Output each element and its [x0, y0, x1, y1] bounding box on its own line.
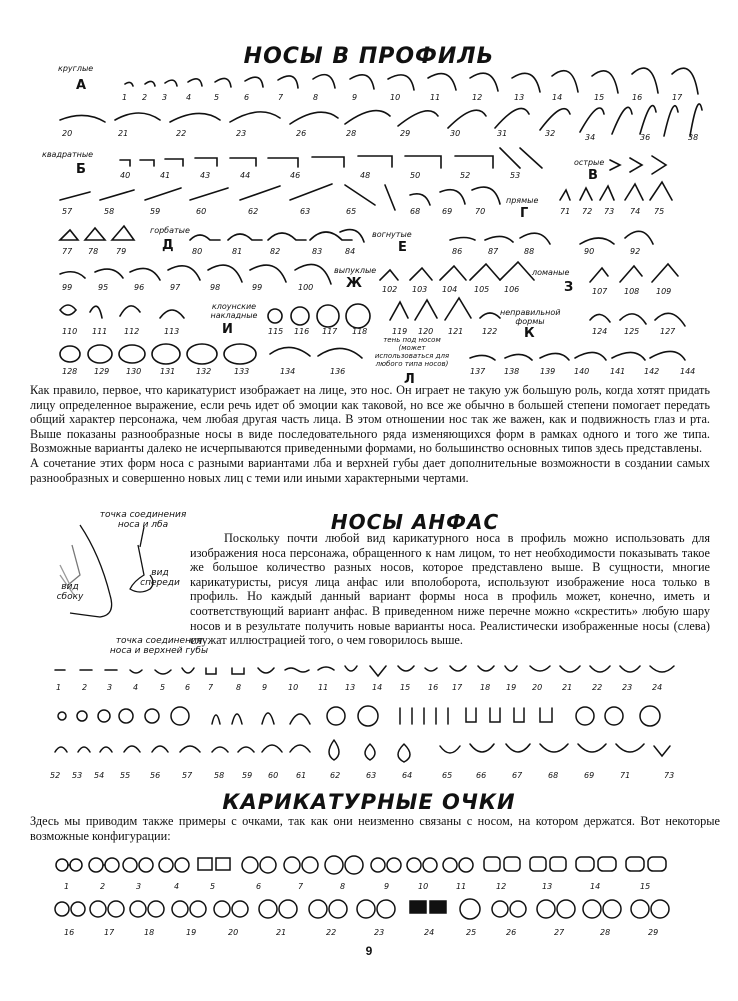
- svg-text:74: 74: [630, 207, 641, 216]
- category-label-clown: клоунские накладные: [210, 302, 258, 320]
- svg-text:2: 2: [142, 93, 148, 102]
- svg-text:9: 9: [262, 683, 268, 692]
- svg-text:46: 46: [290, 171, 301, 180]
- glasses-description: Здесь мы приводим также примеры с очками, так как они неизменно связаны с носом, на котором держатся. Вот некоторые возможные конфигурации:: [30, 814, 720, 843]
- svg-text:10: 10: [390, 93, 401, 102]
- svg-text:4: 4: [186, 93, 192, 102]
- svg-text:22: 22: [176, 129, 187, 138]
- svg-text:107: 107: [592, 287, 608, 296]
- svg-text:96: 96: [134, 283, 145, 292]
- svg-text:115: 115: [268, 327, 284, 336]
- svg-text:14: 14: [372, 683, 383, 692]
- svg-text:26: 26: [506, 928, 517, 937]
- front-description: Поскольку почти любой вид карикатурного носа в профиль можно использовать для изображения носа персонажа, обращенного к нам лицом, то нет необходимости показывать такое же большое количество разных носов, которое представлено выше. В сущности, многие карикатуристы, рисуя лица анфас или вполоборота, используют изображение носа только в профиль. Но каждый данный вариант формы носа в профиль может, конечно, иметь и соответствующий вариант анфас. В приведенном ниже перечне можно «скрестить» любую шару носов и в результате получить новые варианты носа. Реалистически изображенные носы (слева) служат иллюстрацией того, о чем говорилось выше.: [190, 531, 710, 648]
- svg-text:16: 16: [428, 683, 439, 692]
- svg-text:21: 21: [562, 683, 573, 692]
- profile-text-2: А сочетание этих форм носа с разными вариантами лба и верхней губы дает дополнительные возможности в создании самых разнообразных и совершенно новых лиц с теми или иными характерными чертами.: [30, 455, 710, 485]
- svg-text:13: 13: [345, 683, 356, 692]
- svg-text:98: 98: [210, 283, 221, 292]
- svg-text:71: 71: [560, 207, 571, 216]
- svg-text:16: 16: [632, 93, 643, 102]
- svg-text:144: 144: [680, 367, 696, 376]
- svg-text:87: 87: [488, 247, 499, 256]
- svg-text:31: 31: [497, 129, 508, 138]
- svg-text:97: 97: [170, 283, 181, 292]
- svg-text:24: 24: [652, 683, 663, 692]
- svg-text:8: 8: [340, 882, 346, 891]
- svg-text:111: 111: [92, 327, 108, 336]
- svg-text:80: 80: [192, 247, 203, 256]
- svg-text:48: 48: [360, 171, 371, 180]
- category-letter-e: Е: [398, 240, 407, 255]
- svg-text:36: 36: [640, 133, 651, 142]
- svg-text:105: 105: [474, 285, 490, 294]
- page-number: 9: [365, 944, 373, 958]
- svg-text:79: 79: [116, 247, 127, 256]
- svg-text:136: 136: [330, 367, 346, 376]
- svg-text:20: 20: [532, 683, 543, 692]
- svg-text:18: 18: [144, 928, 155, 937]
- svg-text:99: 99: [252, 283, 263, 292]
- profile-text: Как правило, первое, что карикатурист изображает на лице, это нос. Он играет не такую уж большую роль, когда хотят придать лицу определенное выражение, если речь идет об эмоции как таковой, но все же обычно в большей степени помогает передать общий характер персонажа, чем любая другая часть лица. В этом отношении нос так же важен, как и подвижность глаз и рта. Выше показаны разнообразные носы в виде последовательного ряда изменяющихся форм в рамках одного и того же типа. Возможные варианты далеко не исчерпываются приведенными формами, но большинство основных типов здесь представлены.: [30, 383, 710, 456]
- svg-text:13: 13: [514, 93, 525, 102]
- svg-text:22: 22: [592, 683, 603, 692]
- svg-text:131: 131: [160, 367, 176, 376]
- category-label-concave: вогнутые: [372, 230, 412, 239]
- svg-text:16: 16: [64, 928, 75, 937]
- svg-text:30: 30: [450, 129, 461, 138]
- svg-text:23: 23: [622, 683, 633, 692]
- profile-description: [30, 383, 710, 485]
- svg-text:64: 64: [402, 771, 413, 780]
- svg-text:9: 9: [384, 882, 390, 891]
- svg-text:17: 17: [452, 683, 463, 692]
- svg-text:14: 14: [552, 93, 563, 102]
- svg-text:130: 130: [126, 367, 142, 376]
- svg-text:138: 138: [504, 367, 520, 376]
- svg-text:5: 5: [214, 93, 220, 102]
- svg-text:9: 9: [352, 93, 358, 102]
- svg-text:134: 134: [280, 367, 296, 376]
- svg-text:12: 12: [496, 882, 507, 891]
- svg-text:127: 127: [660, 327, 676, 336]
- svg-text:59: 59: [242, 771, 253, 780]
- svg-text:41: 41: [160, 171, 171, 180]
- svg-text:34: 34: [585, 133, 596, 142]
- svg-text:43: 43: [200, 171, 211, 180]
- svg-text:129: 129: [94, 367, 110, 376]
- svg-text:100: 100: [298, 283, 314, 292]
- svg-text:6: 6: [244, 93, 250, 102]
- svg-text:44: 44: [240, 171, 251, 180]
- svg-text:113: 113: [164, 327, 180, 336]
- svg-text:10: 10: [288, 683, 299, 692]
- svg-text:53: 53: [72, 771, 83, 780]
- category-letter-v: В: [588, 168, 598, 183]
- svg-text:132: 132: [196, 367, 212, 376]
- svg-text:7: 7: [208, 683, 214, 692]
- svg-text:27: 27: [554, 928, 565, 937]
- svg-text:1: 1: [122, 93, 128, 102]
- profile-noses-illustration: [0, 0, 738, 380]
- note-nose-forehead: точка соединения носа и лба: [99, 510, 187, 530]
- svg-text:23: 23: [236, 129, 247, 138]
- svg-text:21: 21: [118, 129, 129, 138]
- svg-text:7: 7: [278, 93, 284, 102]
- svg-text:112: 112: [124, 327, 140, 336]
- svg-text:19: 19: [186, 928, 197, 937]
- svg-text:54: 54: [94, 771, 105, 780]
- category-letter-g: Г: [520, 206, 529, 221]
- svg-text:142: 142: [644, 367, 660, 376]
- category-letter-d: Д: [162, 238, 174, 253]
- svg-text:81: 81: [232, 247, 243, 256]
- svg-text:28: 28: [346, 129, 357, 138]
- svg-text:60: 60: [196, 207, 207, 216]
- svg-text:17: 17: [104, 928, 115, 937]
- svg-text:12: 12: [472, 93, 483, 102]
- svg-text:55: 55: [120, 771, 131, 780]
- svg-text:4: 4: [174, 882, 180, 891]
- svg-text:57: 57: [182, 771, 193, 780]
- svg-text:60: 60: [268, 771, 279, 780]
- svg-text:88: 88: [524, 247, 535, 256]
- svg-text:82: 82: [270, 247, 281, 256]
- svg-text:86: 86: [452, 247, 463, 256]
- svg-text:20: 20: [228, 928, 239, 937]
- svg-text:102: 102: [382, 285, 398, 294]
- svg-text:1: 1: [56, 683, 62, 692]
- category-label-hump: горбатые: [150, 226, 190, 235]
- svg-text:118: 118: [352, 327, 368, 336]
- svg-text:6: 6: [256, 882, 262, 891]
- svg-text:121: 121: [448, 327, 464, 336]
- svg-text:104: 104: [442, 285, 458, 294]
- svg-text:125: 125: [624, 327, 640, 336]
- svg-text:5: 5: [160, 683, 166, 692]
- svg-text:11: 11: [456, 882, 467, 891]
- svg-text:4: 4: [133, 683, 139, 692]
- svg-text:141: 141: [610, 367, 626, 376]
- svg-text:70: 70: [475, 207, 486, 216]
- svg-text:109: 109: [656, 287, 672, 296]
- svg-text:38: 38: [688, 133, 699, 142]
- category-letter-b: Б: [76, 162, 86, 177]
- svg-text:139: 139: [540, 367, 556, 376]
- svg-text:2: 2: [82, 683, 88, 692]
- category-letter-i: И: [222, 322, 233, 337]
- svg-text:15: 15: [400, 683, 411, 692]
- svg-text:19: 19: [506, 683, 517, 692]
- svg-text:110: 110: [62, 327, 78, 336]
- svg-text:128: 128: [62, 367, 78, 376]
- svg-text:50: 50: [410, 171, 421, 180]
- note-nose-lip: точка соединения носа и верхней губы: [109, 636, 209, 656]
- svg-text:116: 116: [294, 327, 310, 336]
- category-label-straight: прямые: [506, 196, 539, 205]
- svg-text:72: 72: [582, 207, 593, 216]
- svg-text:10: 10: [418, 882, 429, 891]
- svg-text:103: 103: [412, 285, 428, 294]
- svg-text:108: 108: [624, 287, 640, 296]
- svg-text:17: 17: [672, 93, 683, 102]
- svg-text:124: 124: [592, 327, 608, 336]
- svg-text:62: 62: [248, 207, 259, 216]
- svg-text:92: 92: [630, 247, 641, 256]
- svg-text:63: 63: [300, 207, 311, 216]
- svg-text:5: 5: [210, 882, 216, 891]
- category-label-irregular: неправильной формы: [500, 308, 561, 326]
- svg-text:15: 15: [594, 93, 605, 102]
- svg-text:11: 11: [318, 683, 329, 692]
- glasses-illustration: [0, 845, 738, 940]
- svg-text:73: 73: [664, 771, 675, 780]
- svg-text:119: 119: [392, 327, 408, 336]
- category-letter-l: Л: [404, 372, 415, 387]
- svg-text:75: 75: [654, 207, 665, 216]
- svg-text:78: 78: [88, 247, 99, 256]
- svg-text:52: 52: [50, 771, 61, 780]
- svg-text:137: 137: [470, 367, 486, 376]
- category-label-sharp: острые: [574, 158, 605, 167]
- svg-text:21: 21: [276, 928, 287, 937]
- svg-text:20: 20: [62, 129, 73, 138]
- svg-text:90: 90: [584, 247, 595, 256]
- category-letter-a: А: [76, 78, 87, 93]
- svg-text:106: 106: [504, 285, 520, 294]
- svg-text:95: 95: [98, 283, 109, 292]
- category-label-broken: ломаные: [532, 268, 570, 277]
- svg-text:56: 56: [150, 771, 161, 780]
- svg-text:68: 68: [548, 771, 559, 780]
- svg-text:11: 11: [430, 93, 441, 102]
- svg-text:83: 83: [312, 247, 323, 256]
- svg-text:29: 29: [400, 129, 411, 138]
- category-label-shadow: тень под носом (может использоваться для любого типа носов): [374, 336, 450, 368]
- svg-text:26: 26: [296, 129, 307, 138]
- svg-text:3: 3: [136, 882, 142, 891]
- svg-text:32: 32: [545, 129, 556, 138]
- category-letter-k: К: [524, 326, 535, 341]
- svg-text:28: 28: [600, 928, 611, 937]
- category-label-round: круглые: [58, 64, 94, 73]
- svg-text:3: 3: [107, 683, 113, 692]
- svg-text:133: 133: [234, 367, 250, 376]
- category-label-square: квадратные: [42, 150, 94, 159]
- svg-text:120: 120: [418, 327, 434, 336]
- svg-text:25: 25: [466, 928, 477, 937]
- svg-text:24: 24: [424, 928, 435, 937]
- note-side-view: вид сбоку: [56, 582, 84, 602]
- svg-text:117: 117: [322, 327, 338, 336]
- note-front-view: вид спереди: [140, 568, 180, 588]
- heading-noses-profile: НОСЫ В ПРОФИЛЬ: [243, 44, 495, 69]
- svg-text:67: 67: [512, 771, 523, 780]
- svg-text:22: 22: [326, 928, 337, 937]
- svg-text:68: 68: [410, 207, 421, 216]
- svg-text:71: 71: [620, 771, 631, 780]
- svg-text:8: 8: [313, 93, 319, 102]
- svg-text:77: 77: [62, 247, 73, 256]
- svg-text:13: 13: [542, 882, 553, 891]
- category-letter-zh: Ж: [346, 276, 362, 291]
- category-letter-z: З: [564, 280, 574, 295]
- svg-text:65: 65: [346, 207, 357, 216]
- svg-text:40: 40: [120, 171, 131, 180]
- svg-text:61: 61: [296, 771, 307, 780]
- svg-text:65: 65: [442, 771, 453, 780]
- svg-text:1: 1: [64, 882, 70, 891]
- svg-text:99: 99: [62, 283, 73, 292]
- svg-text:140: 140: [574, 367, 590, 376]
- svg-text:84: 84: [345, 247, 356, 256]
- svg-text:58: 58: [214, 771, 225, 780]
- front-noses-illustration: [0, 660, 738, 785]
- svg-text:59: 59: [150, 207, 161, 216]
- heading-noses-front: НОСЫ АНФАС: [330, 510, 500, 534]
- svg-text:29: 29: [648, 928, 659, 937]
- svg-text:66: 66: [476, 771, 487, 780]
- svg-text:69: 69: [442, 207, 453, 216]
- svg-text:3: 3: [162, 93, 168, 102]
- svg-text:58: 58: [104, 207, 115, 216]
- category-label-convex: выпуклые: [334, 266, 377, 275]
- svg-text:62: 62: [330, 771, 341, 780]
- svg-text:18: 18: [480, 683, 491, 692]
- svg-text:53: 53: [510, 171, 521, 180]
- svg-text:2: 2: [100, 882, 106, 891]
- svg-text:14: 14: [590, 882, 601, 891]
- svg-text:8: 8: [236, 683, 242, 692]
- svg-text:7: 7: [298, 882, 304, 891]
- svg-text:73: 73: [604, 207, 615, 216]
- svg-text:122: 122: [482, 327, 498, 336]
- heading-caricature-glasses: КАРИКАТУРНЫЕ ОЧКИ: [222, 790, 516, 814]
- svg-text:52: 52: [460, 171, 471, 180]
- svg-text:23: 23: [374, 928, 385, 937]
- svg-text:57: 57: [62, 207, 73, 216]
- svg-text:6: 6: [185, 683, 191, 692]
- svg-text:63: 63: [366, 771, 377, 780]
- svg-text:69: 69: [584, 771, 595, 780]
- svg-text:15: 15: [640, 882, 651, 891]
